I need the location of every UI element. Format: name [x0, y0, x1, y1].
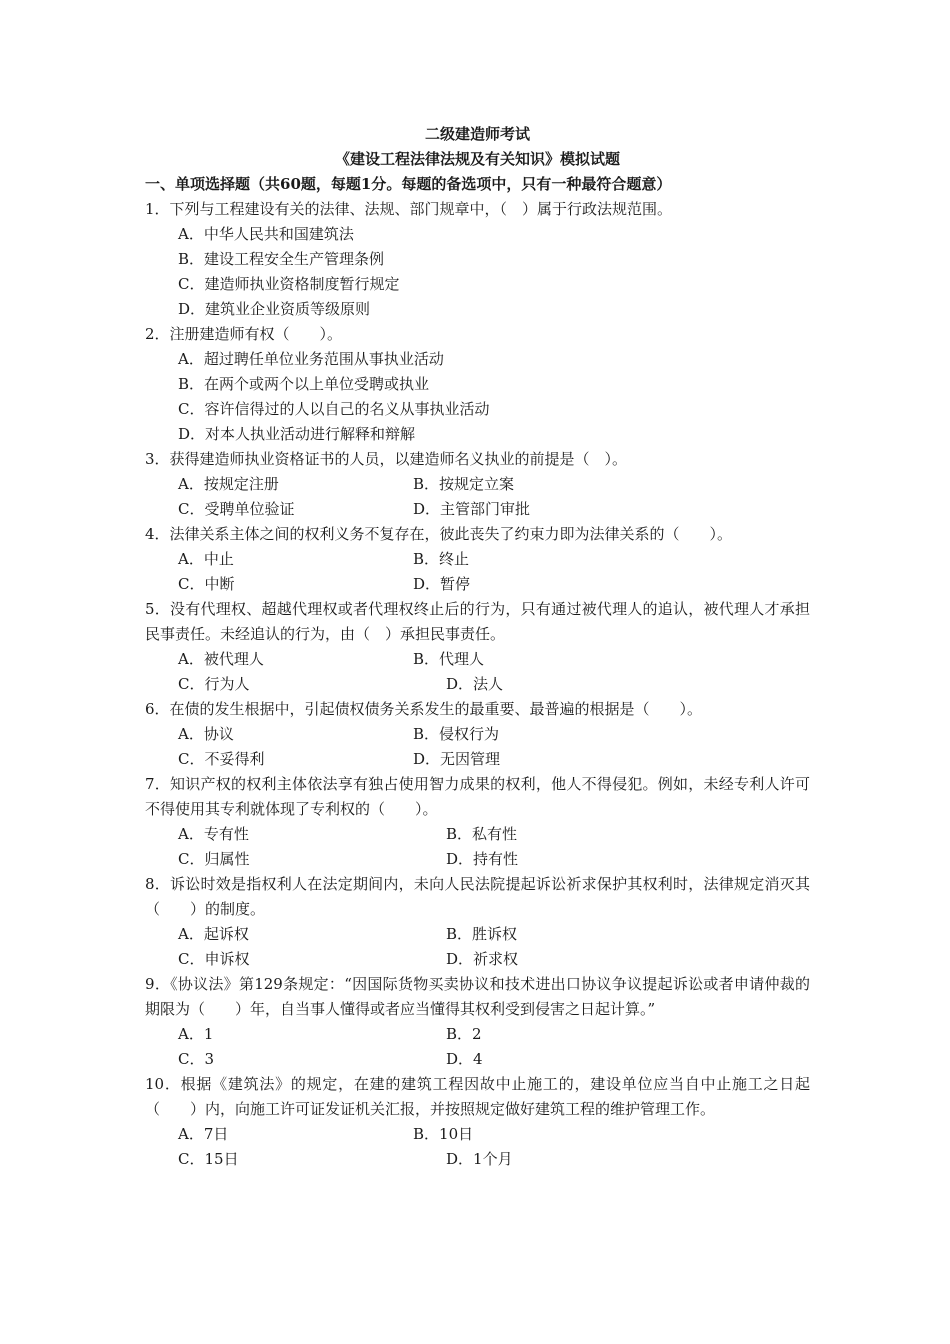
option-a: A．中止: [178, 550, 234, 568]
option-row: [145, 1022, 810, 1047]
option-b: B．在两个或两个以上单位受聘或执业: [178, 375, 430, 393]
option-a: A．被代理人: [178, 650, 264, 668]
question-7: [145, 772, 810, 872]
option-d: D．主管部门审批: [413, 500, 531, 518]
option-c: C．行为人: [178, 675, 250, 693]
option-b: B．代理人: [413, 650, 485, 668]
option-row: [145, 722, 810, 747]
option-row: [145, 1147, 810, 1172]
option-d: D．暂停: [413, 575, 471, 593]
option-a: A．协议: [178, 725, 234, 743]
option-row: [145, 1122, 810, 1147]
option-d: D．4: [446, 1050, 483, 1068]
section-heading: 一、单项选择题（共60题，每题1分。每题的备选项中，只有一种最符合题意）: [145, 175, 672, 193]
option-row: [145, 497, 810, 522]
option-a: A．超过聘任单位业务范围从事执业活动: [178, 350, 444, 368]
question-stem: 6．在债的发生根据中，引起债权债务关系发生的最重要、最普遍的根据是（ ）。: [145, 700, 703, 718]
option-row: [145, 547, 810, 572]
option-row: [145, 472, 810, 497]
option-row: [145, 847, 810, 872]
option-row: [145, 672, 810, 697]
option-row: [145, 572, 810, 597]
question-10: [145, 1072, 810, 1172]
exam-page: [145, 122, 810, 1172]
exam-subtitle: 《建设工程法律法规及有关知识》模拟试题: [334, 150, 620, 168]
question-1: [145, 197, 810, 322]
question-8: [145, 872, 810, 972]
option-a: A．专有性: [178, 825, 249, 843]
option-a: A．按规定注册: [178, 475, 279, 493]
option-b: B．终止: [413, 550, 470, 568]
option-row: [145, 647, 810, 672]
exam-title: 二级建造师考试: [424, 125, 530, 143]
question-3: [145, 447, 810, 522]
option-a: A．中华人民共和国建筑法: [178, 225, 354, 243]
option-c: C．建造师执业资格制度暂行规定: [178, 275, 400, 293]
option-b: B．按规定立案: [413, 475, 515, 493]
option-a: A．7日: [178, 1125, 229, 1143]
question-stem: 9．《协议法》第129条规定：“因国际货物买卖协议和技术进出口协议争议提起诉讼或者申请仲裁的期限为（ ）年，自当事人懂得或者应当懂得其权利受到侵害之日起计算。”: [145, 975, 810, 1018]
option-d: D．祈求权: [446, 950, 519, 968]
option-row: [145, 747, 810, 772]
option-b: B．侵权行为: [413, 725, 500, 743]
option-row: [145, 822, 810, 847]
option-c: C．受聘单位验证: [178, 500, 295, 518]
option-c: C．容许信得过的人以自己的名义从事执业活动: [178, 400, 490, 418]
option-c: C．归属性: [178, 850, 250, 868]
question-stem: 4．法律关系主体之间的权利义务不复存在，彼此丧失了约束力即为法律关系的（ ）。: [145, 525, 733, 543]
question-4: [145, 522, 810, 597]
question-stem: 2．注册建造师有权（ ）。: [145, 325, 343, 343]
option-b: B．2: [446, 1025, 482, 1043]
option-c: C．中断: [178, 575, 235, 593]
option-c: C．不妥得利: [178, 750, 265, 768]
option-d: D．对本人执业活动进行解释和辩解: [178, 425, 416, 443]
option-b: B．10日: [413, 1125, 474, 1143]
option-row: [145, 947, 810, 972]
option-d: D．无因管理: [413, 750, 501, 768]
option-c: C．15日: [178, 1150, 239, 1168]
question-stem: 10．根据《建筑法》的规定，在建的建筑工程因故中止施工的，建设单位应当自中止施工之日起（ ）内，向施工许可证发证机关汇报，并按照规定做好建筑工程的维护管理工作。: [145, 1075, 810, 1118]
option-b: B．私有性: [446, 825, 518, 843]
question-6: [145, 697, 810, 772]
option-d: D．法人: [446, 675, 504, 693]
option-d: D．建筑业企业资质等级原则: [178, 300, 371, 318]
option-d: D．持有性: [446, 850, 519, 868]
question-stem: 8．诉讼时效是指权利人在法定期间内，未向人民法院提起诉讼祈求保护其权利时，法律规定消灭其（ ）的制度。: [145, 875, 810, 918]
option-row: [145, 1047, 810, 1072]
option-c: C．申诉权: [178, 950, 250, 968]
option-d: D．1个月: [446, 1150, 513, 1168]
option-b: B．胜诉权: [446, 925, 518, 943]
question-stem: 7．知识产权的权利主体依法享有独占使用智力成果的权利，他人不得侵犯。例如，未经专利人许可不得使用其专利就体现了专利权的（ ）。: [145, 775, 810, 818]
question-5: [145, 597, 810, 697]
question-stem: 1．下列与工程建设有关的法律、法规、部门规章中，（ ）属于行政法规范围。: [145, 200, 673, 218]
option-c: C．3: [178, 1050, 215, 1068]
option-a: A．起诉权: [178, 925, 249, 943]
question-2: [145, 322, 810, 447]
option-row: [145, 922, 810, 947]
question-stem: 3．获得建造师执业资格证书的人员，以建造师名义执业的前提是（ ）。: [145, 450, 628, 468]
question-9: [145, 972, 810, 1072]
option-b: B．建设工程安全生产管理条例: [178, 250, 385, 268]
question-stem: 5．没有代理权、超越代理权或者代理权终止后的行为，只有通过被代理人的追认，被代理人才承担民事责任。未经追认的行为，由（ ）承担民事责任。: [145, 600, 810, 643]
option-a: A．1: [178, 1025, 214, 1043]
